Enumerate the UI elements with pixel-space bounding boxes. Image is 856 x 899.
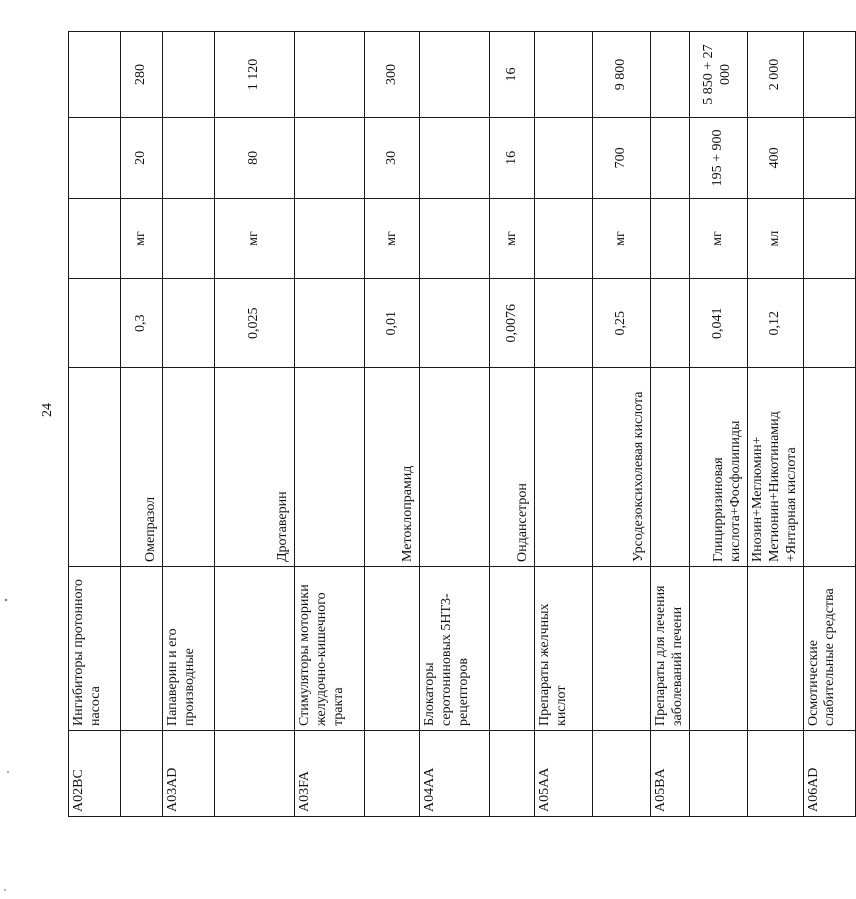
drug-group-cell: [121, 567, 163, 731]
total-dose-cell: [69, 32, 121, 118]
table-row: [365, 32, 420, 817]
table-row: [651, 32, 690, 817]
drug-name-cell: [651, 368, 690, 567]
total-dose-cell: [651, 32, 690, 118]
total-dose-cell: 280: [121, 32, 163, 118]
drug-group-cell: [593, 567, 651, 731]
total-dose-cell: [535, 32, 593, 118]
unit-cell: [535, 198, 593, 279]
unit-cell: [163, 198, 215, 279]
total-dose-cell: 300: [365, 32, 420, 118]
dose-cell: 20: [121, 118, 163, 199]
atc-code-cell: A02BC: [69, 730, 121, 816]
drug-name-cell: Дротаверин: [215, 368, 295, 567]
drug-group-cell: Стимуляторы моторики желудочно-кишечного тракта: [295, 567, 365, 731]
atc-code-cell: [747, 730, 803, 816]
unit-cell: [420, 198, 490, 279]
table-row: [121, 32, 163, 817]
drug-group-cell: Препараты желчных кислот: [535, 567, 593, 731]
drug-name-cell: [420, 368, 490, 567]
dose-cell: [163, 118, 215, 199]
ddd-value-cell: 0,01: [365, 279, 420, 368]
drug-group-cell: Осмотические слабительные средства: [803, 567, 855, 731]
drug-name-cell: [535, 368, 593, 567]
drug-name-cell: Инозин+Меглюмин+ Метионин+Никотинамид +Янтарная кислота: [747, 368, 803, 567]
table-row: [295, 32, 365, 817]
drug-name-cell: [803, 368, 855, 567]
ddd-value-cell: [295, 279, 365, 368]
unit-cell: мг: [365, 198, 420, 279]
drug-group-cell: Блокаторы серотониновых 5НТ3-рецепторов: [420, 567, 490, 731]
drug-group-cell: Папаверин и его производные: [163, 567, 215, 731]
drug-name-cell: Омепразол: [121, 368, 163, 567]
ddd-value-cell: 0,041: [689, 279, 747, 368]
ddd-value-cell: 0,025: [215, 279, 295, 368]
ddd-value-cell: [535, 279, 593, 368]
table-row: [215, 32, 295, 817]
ddd-value-cell: [651, 279, 690, 368]
drug-group-cell: [365, 567, 420, 731]
ddd-value-cell: [163, 279, 215, 368]
dose-cell: [420, 118, 490, 199]
drug-name-cell: [295, 368, 365, 567]
drug-name-cell: [163, 368, 215, 567]
table-row: [803, 32, 855, 817]
drug-name-cell: Урсодезоксихолевая кислота: [593, 368, 651, 567]
table-row: [689, 32, 747, 817]
dose-cell: 80: [215, 118, 295, 199]
ddd-value-cell: 0,3: [121, 279, 163, 368]
dose-cell: [803, 118, 855, 199]
total-dose-cell: [803, 32, 855, 118]
unit-cell: мг: [593, 198, 651, 279]
ddd-value-cell: [803, 279, 855, 368]
dose-cell: [295, 118, 365, 199]
unit-cell: мг: [490, 198, 535, 279]
unit-cell: [69, 198, 121, 279]
page-number-text: 24: [40, 403, 55, 417]
unit-cell: [803, 198, 855, 279]
unit-cell: [295, 198, 365, 279]
drug-table: [68, 31, 856, 817]
dose-cell: 700: [593, 118, 651, 199]
atc-code-cell: A05AA: [535, 730, 593, 816]
total-dose-cell: 5 850 + 27 000: [689, 32, 747, 118]
total-dose-cell: 9 800: [593, 32, 651, 118]
dose-cell: 195 + 900: [689, 118, 747, 199]
atc-code-cell: A04AA: [420, 730, 490, 816]
atc-code-cell: A03FA: [295, 730, 365, 816]
ddd-value-cell: 0,12: [747, 279, 803, 368]
atc-code-cell: A03AD: [163, 730, 215, 816]
drug-group-cell: Ингибиторы протонного насоса: [69, 567, 121, 731]
page-number: [40, 403, 56, 417]
drug-name-cell: Глицирризиновая кислота+Фосфолипиды: [689, 368, 747, 567]
table-row: [747, 32, 803, 817]
unit-cell: мг: [689, 198, 747, 279]
dose-cell: 30: [365, 118, 420, 199]
ddd-value-cell: 0,0076: [490, 279, 535, 368]
table-row: [490, 32, 535, 817]
drug-name-cell: Метоклопрамид: [365, 368, 420, 567]
total-dose-cell: [295, 32, 365, 118]
unit-cell: мл: [747, 198, 803, 279]
unit-cell: [651, 198, 690, 279]
drug-name-cell: [69, 368, 121, 567]
total-dose-cell: 1 120: [215, 32, 295, 118]
dose-cell: 16: [490, 118, 535, 199]
unit-cell: мг: [215, 198, 295, 279]
atc-code-cell: [215, 730, 295, 816]
table-row: [69, 32, 121, 817]
atc-code-cell: [365, 730, 420, 816]
total-dose-cell: [420, 32, 490, 118]
total-dose-cell: [163, 32, 215, 118]
atc-code-cell: [593, 730, 651, 816]
drug-name-cell: Ондансетрон: [490, 368, 535, 567]
table-row: [163, 32, 215, 817]
unit-cell: мг: [121, 198, 163, 279]
ddd-value-cell: [69, 279, 121, 368]
table-row: [420, 32, 490, 817]
total-dose-cell: 16: [490, 32, 535, 118]
drug-group-cell: Препараты для лечения заболеваний печени: [651, 567, 690, 731]
atc-code-cell: A05BA: [651, 730, 690, 816]
total-dose-cell: 2 000: [747, 32, 803, 118]
drug-group-cell: [747, 567, 803, 731]
atc-code-cell: [121, 730, 163, 816]
rotated-table-container: [68, 31, 838, 817]
atc-code-cell: A06AD: [803, 730, 855, 816]
dose-cell: [69, 118, 121, 199]
drug-group-cell: [215, 567, 295, 731]
table-body: [69, 32, 856, 817]
table-row: [593, 32, 651, 817]
table-row: [535, 32, 593, 817]
atc-code-cell: [689, 730, 747, 816]
drug-group-cell: [689, 567, 747, 731]
ddd-value-cell: 0,25: [593, 279, 651, 368]
atc-code-cell: [490, 730, 535, 816]
ddd-value-cell: [420, 279, 490, 368]
drug-group-cell: [490, 567, 535, 731]
dose-cell: [535, 118, 593, 199]
dose-cell: 400: [747, 118, 803, 199]
dose-cell: [651, 118, 690, 199]
